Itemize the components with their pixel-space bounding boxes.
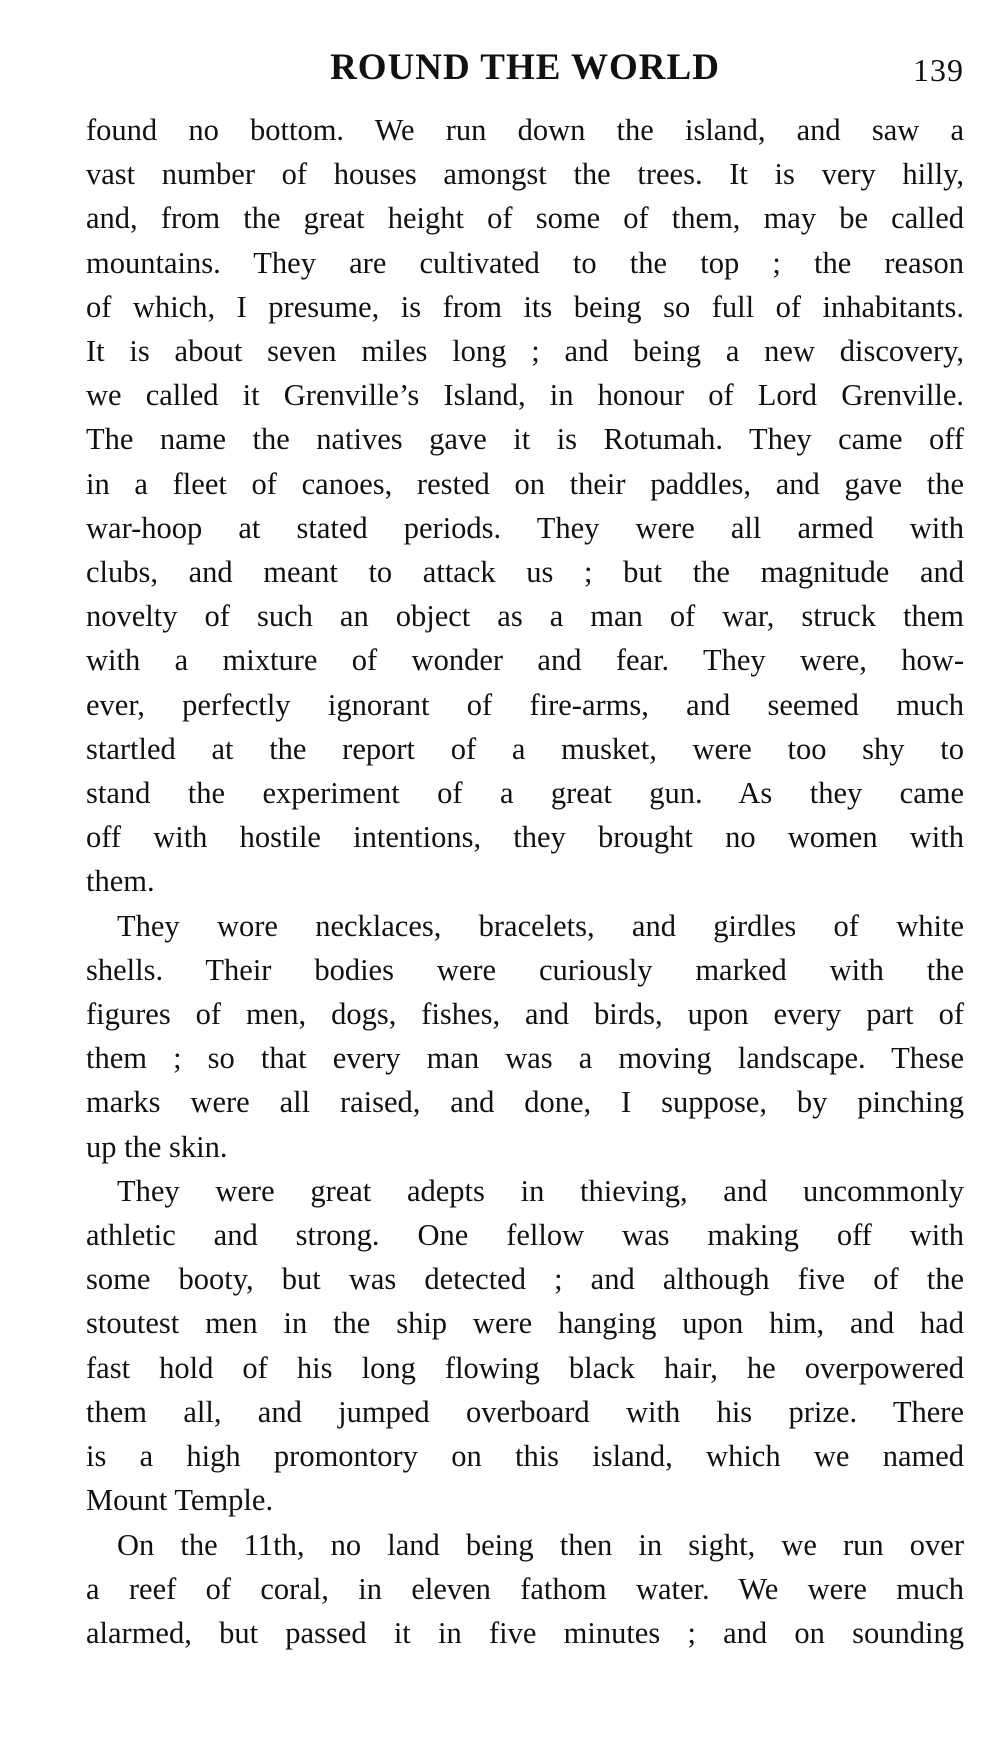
paragraph [86, 108, 964, 904]
text-line: figures of men, dogs, fishes, and birds, upon every part of [86, 997, 964, 1032]
text-line: found no bottom. We run down the island, and saw a [86, 113, 964, 147]
text-line: novelty of such an object as a man of war, struck them [86, 599, 964, 634]
text-line: clubs, and meant to attack us ; but the magnitude and [86, 555, 964, 590]
text-line: stand the experiment of a great gun. As they came [86, 776, 964, 811]
paragraph [86, 1523, 964, 1656]
text-line: up the skin. [86, 1129, 228, 1164]
paragraph [86, 1169, 964, 1523]
text-line: of which, I presume, is from its being so full of inhabitants. [86, 289, 964, 324]
text-line: startled at the report of a musket, were too shy to [86, 731, 964, 766]
text-line: is a high promontory on this island, which we named [86, 1439, 964, 1474]
paragraph [86, 904, 964, 1169]
text-line: we called it Grenville’s Island, in honour of Lord Grenville. [86, 378, 964, 413]
text-line: athletic and strong. One fellow was making off with [86, 1218, 964, 1253]
text-line: They were great adepts in thieving, and uncommonly [117, 1173, 964, 1208]
page-number: 139 [913, 52, 964, 88]
text-line: mountains. They are cultivated to the top ; the reason [86, 245, 964, 280]
text-line: Mount Temple. [86, 1483, 274, 1518]
text-line: with a mixture of wonder and fear. They were, how- [86, 643, 964, 678]
text-line: war-hoop at stated periods. They were all armed with [86, 510, 964, 545]
text-line: a reef of coral, in eleven fathom water. We were much [86, 1571, 964, 1606]
text-line: off with hostile intentions, they brought no women with [86, 820, 964, 855]
running-head [86, 40, 964, 96]
body-text [86, 108, 964, 1655]
text-line: fast hold of his long flowing black hair, he overpowered [86, 1350, 964, 1385]
text-line: them. [86, 864, 155, 899]
text-line: alarmed, but passed it in five minutes ; and on sounding [86, 1615, 964, 1650]
book-page [86, 40, 964, 1655]
text-line: in a fleet of canoes, rested on their paddles, and gave the [86, 466, 964, 501]
text-line: On the 11th, no land being then in sight, we run over [117, 1527, 964, 1562]
text-line: They wore necklaces, bracelets, and girdles of white [117, 908, 964, 943]
text-line: It is about seven miles long ; and being a new discovery, [86, 334, 964, 369]
text-line: some booty, but was detected ; and although five of the [86, 1262, 964, 1297]
text-line: marks were all raised, and done, I suppose, by pinching [86, 1085, 964, 1120]
text-line: stoutest men in the ship were hanging upon him, and had [86, 1306, 964, 1341]
text-line: shells. Their bodies were curiously marked with the [86, 952, 964, 987]
text-line: them all, and jumped overboard with his prize. There [86, 1394, 964, 1429]
text-line: The name the natives gave it is Rotumah. They came off [86, 422, 964, 457]
text-line: and, from the great height of some of them, may be called [86, 201, 964, 236]
text-line: vast number of houses amongst the trees. It is very hilly, [86, 157, 964, 192]
text-line: them ; so that every man was a moving landscape. These [86, 1041, 964, 1076]
text-line: ever, perfectly ignorant of fire-arms, and seemed much [86, 687, 964, 722]
running-title: ROUND THE WORLD [330, 47, 720, 88]
